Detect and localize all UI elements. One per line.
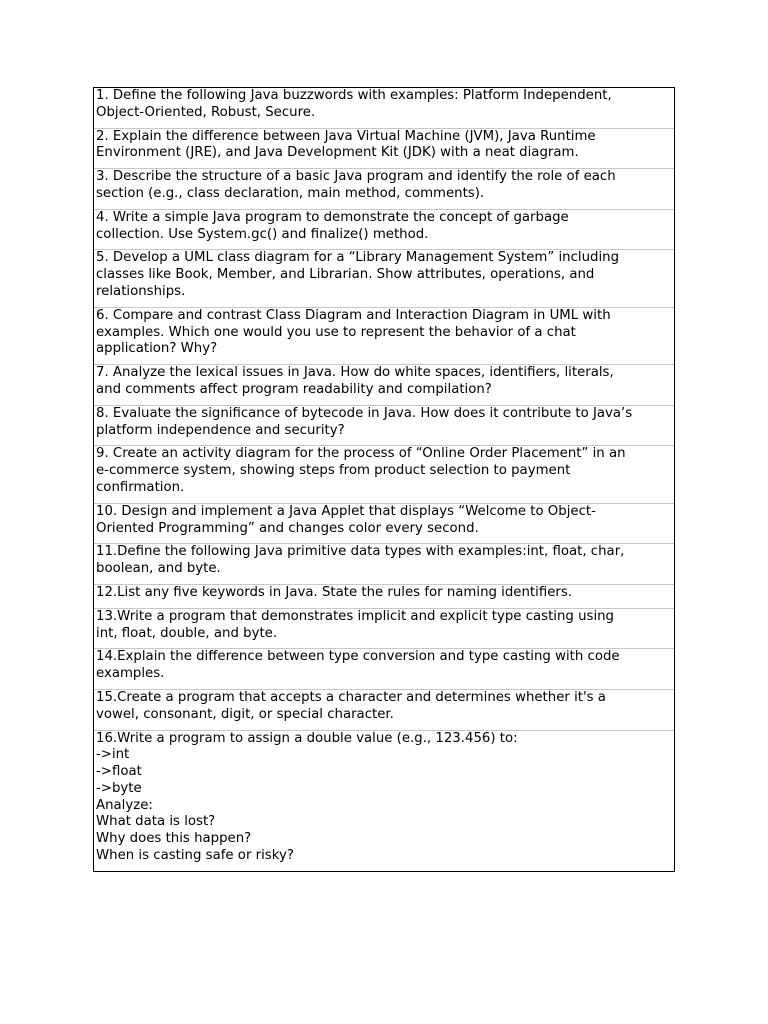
question-text-line: 12.List any five keywords in Java. State the rules for naming identifiers. xyxy=(96,584,572,600)
question-text-line: Analyze: xyxy=(96,797,153,813)
question-row xyxy=(94,128,674,169)
question-text-line: 7. Analyze the lexical issues in Java. How do white spaces, identifiers, literals, xyxy=(96,365,614,381)
question-text-line: 9. Create an activity diagram for the process of “Online Order Placement” in an xyxy=(96,446,626,462)
question-table xyxy=(93,87,675,872)
question-row xyxy=(94,209,674,250)
question-row xyxy=(94,503,674,544)
question-text-line: examples. Which one would you use to represent the behavior of a chat xyxy=(96,324,576,340)
question-text-line: 13.Write a program that demonstrates implicit and explicit type casting using xyxy=(96,608,615,624)
question-row xyxy=(94,405,674,446)
question-text-line: What data is lost? xyxy=(96,814,216,830)
question-row xyxy=(94,689,674,730)
question-text-line: relationships. xyxy=(96,283,186,299)
question-text-line: Oriented Programming” and changes color every second. xyxy=(96,520,479,536)
question-row xyxy=(94,543,674,584)
question-text-line: classes like Book, Member, and Librarian. Show attributes, operations, and xyxy=(96,267,595,283)
question-text-line: e-commerce system, showing steps from product selection to payment xyxy=(96,463,571,479)
question-text-line: ->byte xyxy=(96,780,142,796)
question-text-line: ->float xyxy=(96,764,142,780)
question-row xyxy=(94,168,674,209)
question-text-line: collection. Use System.gc() and finalize() method. xyxy=(96,226,429,242)
question-text-line: 2. Explain the difference between Java Virtual Machine (JVM), Java Runtime xyxy=(96,128,596,144)
question-row xyxy=(94,730,674,871)
question-text-line: ->int xyxy=(96,747,130,763)
question-text-line: 11.Define the following Java primitive data types with examples:int, float, char, xyxy=(96,544,625,560)
question-row xyxy=(94,648,674,689)
question-row xyxy=(94,88,674,128)
question-text-line: Why does this happen? xyxy=(96,831,252,847)
question-text-line: section (e.g., class declaration, main method, comments). xyxy=(96,185,485,201)
question-text-line: 10. Design and implement a Java Applet that displays “Welcome to Object- xyxy=(96,503,596,519)
question-text-line: 1. Define the following Java buzzwords with examples: Platform Independent, xyxy=(96,88,612,103)
question-text-line: 6. Compare and contrast Class Diagram and Interaction Diagram in UML with xyxy=(96,307,611,323)
question-row xyxy=(94,249,674,306)
question-text-line: 14.Explain the difference between type conversion and type casting with code xyxy=(96,649,620,665)
question-row xyxy=(94,445,674,502)
question-text-line: 16.Write a program to assign a double value (e.g., 123.456) to: xyxy=(96,730,518,746)
question-text-line: When is casting safe or risky? xyxy=(96,848,294,864)
question-text-line: Environment (JRE), and Java Development Kit (JDK) with a neat diagram. xyxy=(96,145,579,161)
question-text-line: 5. Develop a UML class diagram for a “Library Management System” including xyxy=(96,250,620,266)
question-text-line: int, float, double, and byte. xyxy=(96,625,278,641)
question-text-line: confirmation. xyxy=(96,479,185,495)
question-text-line: boolean, and byte. xyxy=(96,561,221,577)
question-text-line: and comments affect program readability and compilation? xyxy=(96,381,492,397)
question-text-line: vowel, consonant, digit, or special character. xyxy=(96,706,394,722)
question-row xyxy=(94,584,674,608)
question-row xyxy=(94,364,674,405)
question-text-line: 4. Write a simple Java program to demonstrate the concept of garbage xyxy=(96,209,569,225)
question-text-line: Object-Oriented, Robust, Secure. xyxy=(96,104,316,120)
question-text-line: platform independence and security? xyxy=(96,422,345,438)
question-row xyxy=(94,307,674,364)
question-text-line: application? Why? xyxy=(96,341,218,357)
question-text-line: 15.Create a program that accepts a character and determines whether it's a xyxy=(96,689,606,705)
question-text-line: 8. Evaluate the significance of bytecode in Java. How does it contribute to Java’s xyxy=(96,405,633,421)
question-text-line: 3. Describe the structure of a basic Java program and identify the role of each xyxy=(96,169,616,185)
question-row xyxy=(94,608,674,649)
question-text-line: examples. xyxy=(96,666,165,682)
